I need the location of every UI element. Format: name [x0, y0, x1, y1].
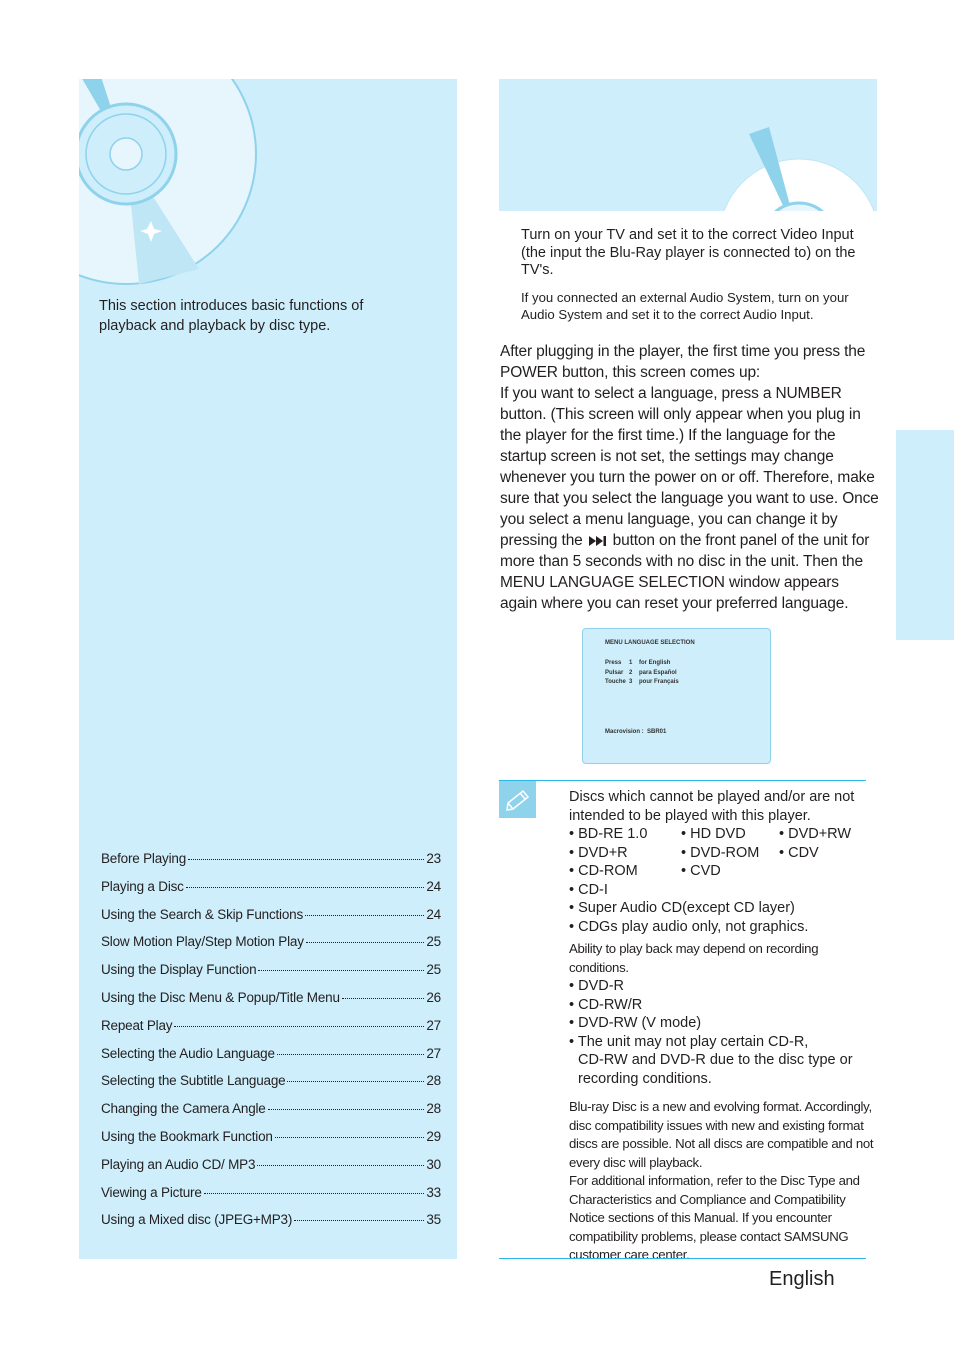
toc-page: 24: [426, 906, 441, 922]
disc-type-cell: • CD-ROM: [569, 863, 638, 879]
disc-type-grid: [569, 825, 879, 881]
body-part-3: button on the front panel of the unit for more than 5 seconds with no disc in the unit. Then the MENU LANGUAGE SELECTION window appears again where you can reset your preferred language.: [500, 532, 870, 612]
toc-page: 24: [426, 878, 441, 894]
toc-leader: [186, 887, 425, 888]
toc-row: [101, 1185, 441, 1213]
note-top-rule: [499, 780, 866, 781]
toc-leader: [258, 970, 424, 971]
toc-row: [101, 1129, 441, 1157]
disc-type-cell: • BD-RE 1.0: [569, 826, 648, 842]
toc-title: Slow Motion Play/Step Motion Play: [101, 934, 304, 950]
disc-type-cell: • CDV: [779, 844, 819, 861]
page-language-footer: English: [769, 1268, 835, 1290]
unsupported-list: [569, 881, 879, 937]
note-list-item: • Super Audio CD(except CD layer): [569, 900, 795, 916]
menu-language-screen: [582, 628, 771, 764]
toc-leader: [294, 1220, 424, 1221]
toc-row: [101, 907, 441, 935]
tv-line-lang: para Español: [639, 669, 677, 676]
toc-page: 30: [426, 1156, 441, 1172]
disc-type-cell: • HD DVD: [681, 826, 746, 842]
toc-page: 27: [426, 1045, 441, 1061]
toc-row: [101, 1018, 441, 1046]
step-audio-note: If you connected an external Audio System, turn on your Audio System and set it to the correct Audio Input.: [521, 290, 849, 322]
toc-title: Before Playing: [101, 851, 187, 866]
toc-title: Using the Bookmark Function: [101, 1128, 273, 1144]
table-of-contents: [101, 851, 441, 1240]
skip-forward-icon: [588, 535, 608, 547]
toc-title: Repeat Play: [101, 1017, 173, 1033]
tv-title: MENU LANGUAGE SELECTION: [605, 640, 695, 646]
toc-title: Using the Search & Skip Functions: [101, 906, 304, 922]
toc-title: Using the Disc Menu & Popup/Title Menu: [101, 989, 340, 1005]
toc-title: Using a Mixed disc (JPEG+MP3): [101, 1212, 293, 1228]
right-header-panel: [499, 79, 877, 211]
toc-page: 33: [426, 1184, 441, 1200]
disc-type-cell: • DVD+RW: [779, 826, 852, 842]
toc-page: 28: [426, 1101, 441, 1117]
body-part-2: If you want to select a language, press a NUMBER button. (This screen will only appear when you plug in the player for the first time.) If the language for the startup screen is not set, the settings may change whenever you turn the power on or off. Therefore, make sure that you select the language you want to use. Once you select a menu language, you can change it by pressing the: [500, 385, 879, 549]
toc-title: Viewing a Picture: [101, 1184, 202, 1200]
toc-page: 35: [426, 1212, 441, 1228]
note-list-item: • DVD-RW (V mode): [569, 1015, 702, 1031]
note-list-item: • The unit may not play certain CD-R,: [569, 1033, 809, 1050]
disc-illustration: [79, 79, 279, 289]
toc-title: Playing an Audio CD/ MP3: [101, 1156, 256, 1172]
toc-leader: [188, 859, 424, 860]
toc-title: Playing a Disc: [101, 878, 184, 894]
disc-illustration: [499, 79, 877, 211]
note-heading: Discs which cannot be played and/or are not intended to be played with this player.: [569, 789, 855, 824]
toc-row: [101, 990, 441, 1018]
toc-leader: [342, 998, 425, 999]
toc-title: Changing the Camera Angle: [101, 1101, 266, 1117]
toc-row: [101, 1157, 441, 1185]
tv-line-lang: for English: [639, 660, 671, 666]
toc-leader: [277, 1054, 425, 1055]
toc-row: [101, 962, 441, 990]
toc-leader: [287, 1081, 424, 1082]
toc-title: Selecting the Audio Language: [101, 1045, 275, 1061]
toc-row: [101, 1046, 441, 1074]
toc-page: 27: [426, 1017, 441, 1033]
toc-leader: [204, 1193, 425, 1194]
note-list-item: • DVD-R: [569, 978, 625, 994]
toc-leader: [306, 942, 425, 943]
tv-line-lang: pour Français: [639, 679, 679, 685]
toc-leader: [174, 1026, 424, 1027]
note-list-item: • CD-RW/R: [569, 996, 643, 1013]
tv-line-num: 1: [629, 660, 633, 666]
note-list-item-cont: CD-RW and DVD-R due to the disc type or: [578, 1052, 853, 1068]
tv-line-word: Touche: [605, 679, 626, 685]
toc-leader: [275, 1137, 425, 1138]
tv-macrovision: Macrovision : SBR01: [605, 729, 667, 735]
tv-line-word: Pulsar: [605, 669, 624, 676]
tv-line-num: 3: [629, 679, 633, 685]
toc-page: 26: [426, 989, 441, 1005]
toc-row: [101, 851, 441, 879]
note-list-item-cont: recording conditions.: [578, 1070, 712, 1087]
toc-leader: [268, 1109, 425, 1110]
note-list-item: • CDGs play audio only, not graphics.: [569, 918, 809, 935]
note-content: [569, 788, 879, 1265]
toc-page: 23: [426, 851, 441, 866]
toc-row: [101, 934, 441, 962]
body-part-1: After plugging in the player, the first time you press the POWER button, this screen comes up:: [500, 343, 866, 381]
left-panel: [79, 79, 457, 1259]
toc-row: [101, 879, 441, 907]
toc-row: [101, 1212, 441, 1240]
step-turn-on-tv: Turn on your TV and set it to the correct Video Input (the input the Blu-Ray player is connected to) on the TV's.: [521, 227, 856, 278]
disc-type-cell: • DVD+R: [569, 844, 628, 861]
toc-title: Selecting the Subtitle Language: [101, 1073, 286, 1089]
chapter-side-tab: [896, 430, 954, 640]
note-bottom-rule: [499, 1258, 866, 1259]
toc-leader: [257, 1165, 424, 1166]
tv-line-word: Press: [605, 660, 622, 666]
disc-type-cell: • CVD: [681, 863, 721, 879]
toc-title: Using the Display Function: [101, 962, 257, 978]
startup-language-text: [500, 341, 880, 614]
bluray-paragraph: Blu-ray Disc is a new and evolving format. Accordingly, disc compatibility issues with new and existing format discs are possible. Not all discs are compatible and not every disc will playback.: [569, 1099, 874, 1170]
pencil-note-icon: [499, 781, 536, 818]
note-subheading: Ability to play back may depend on recording conditions.: [569, 941, 819, 975]
conditional-list: [569, 977, 879, 1033]
note-list-item: • CD-I: [569, 881, 608, 898]
toc-page: 29: [426, 1128, 441, 1144]
disc-type-cell: • DVD-ROM: [681, 844, 760, 861]
toc-page: 28: [426, 1073, 441, 1089]
tv-line-num: 2: [629, 669, 633, 676]
toc-page: 25: [426, 934, 441, 950]
toc-leader: [305, 915, 424, 916]
section-intro: This section introduces basic functions of playback and playback by disc type.: [99, 298, 364, 334]
info-paragraph: For additional information, refer to the Disc Type and Characteristics and Compliance and Compatibility Notice sections of this Manual. If you encounter compatibility problems, please contact SAMSUNG customer care center.: [569, 1173, 860, 1262]
toc-row: [101, 1101, 441, 1129]
toc-row: [101, 1073, 441, 1101]
toc-page: 25: [426, 962, 441, 978]
disc-type-cell: [779, 862, 869, 881]
